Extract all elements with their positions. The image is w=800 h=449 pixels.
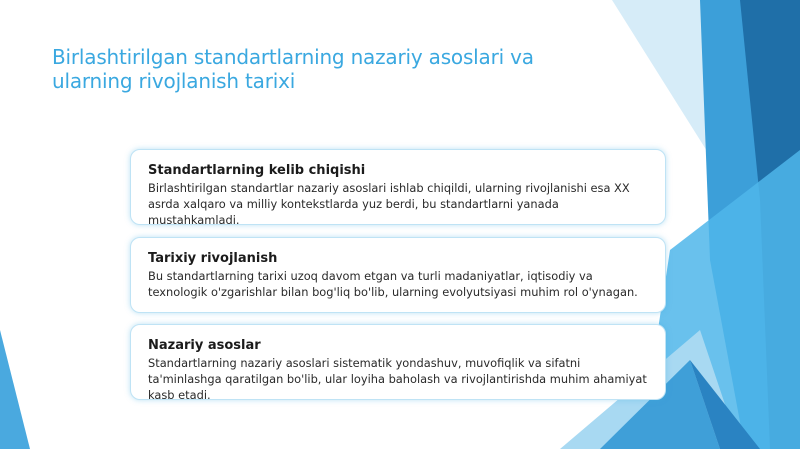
card-historical-development — [130, 237, 666, 313]
card-standards-origin — [130, 149, 666, 225]
slide-title: Birlashtirilgan standartlarning nazariy asoslari va ularning rivojlanish tarixi — [52, 45, 534, 93]
card-heading: Standartlarning kelib chiqishi — [148, 163, 366, 178]
card-heading: Tarixiy rivojlanish — [148, 251, 278, 266]
card-heading: Nazariy asoslar — [148, 338, 261, 353]
card-theoretical-foundations — [130, 324, 666, 400]
card-text: Bu standartlarning tarixi uzoq davom etgan va turli madaniyatlar, iqtisodiy va texnologik o'zgarishlar bilan bog'liq bo'lib, ularning evolyutsiyasi muhim rol o'ynagan. — [148, 269, 638, 299]
card-text: Standartlarning nazariy asoslari sistematik yondashuv, muvofiqlik va sifatni ta'minlashga qaratilgan bo'lib, ular loyiha baholash va rivojlantirishda muhim ahamiyat kasb etadi. — [148, 356, 647, 402]
card-text: Birlashtirilgan standartlar nazariy asoslari ishlab chiqildi, ularning rivojlanishi esa XX asrda xalqaro va milliy kontekstlarda yuz berdi, bu standartlarni yanada mustahkamladi. — [148, 181, 630, 227]
bg-facet-left-bottom — [0, 330, 30, 449]
